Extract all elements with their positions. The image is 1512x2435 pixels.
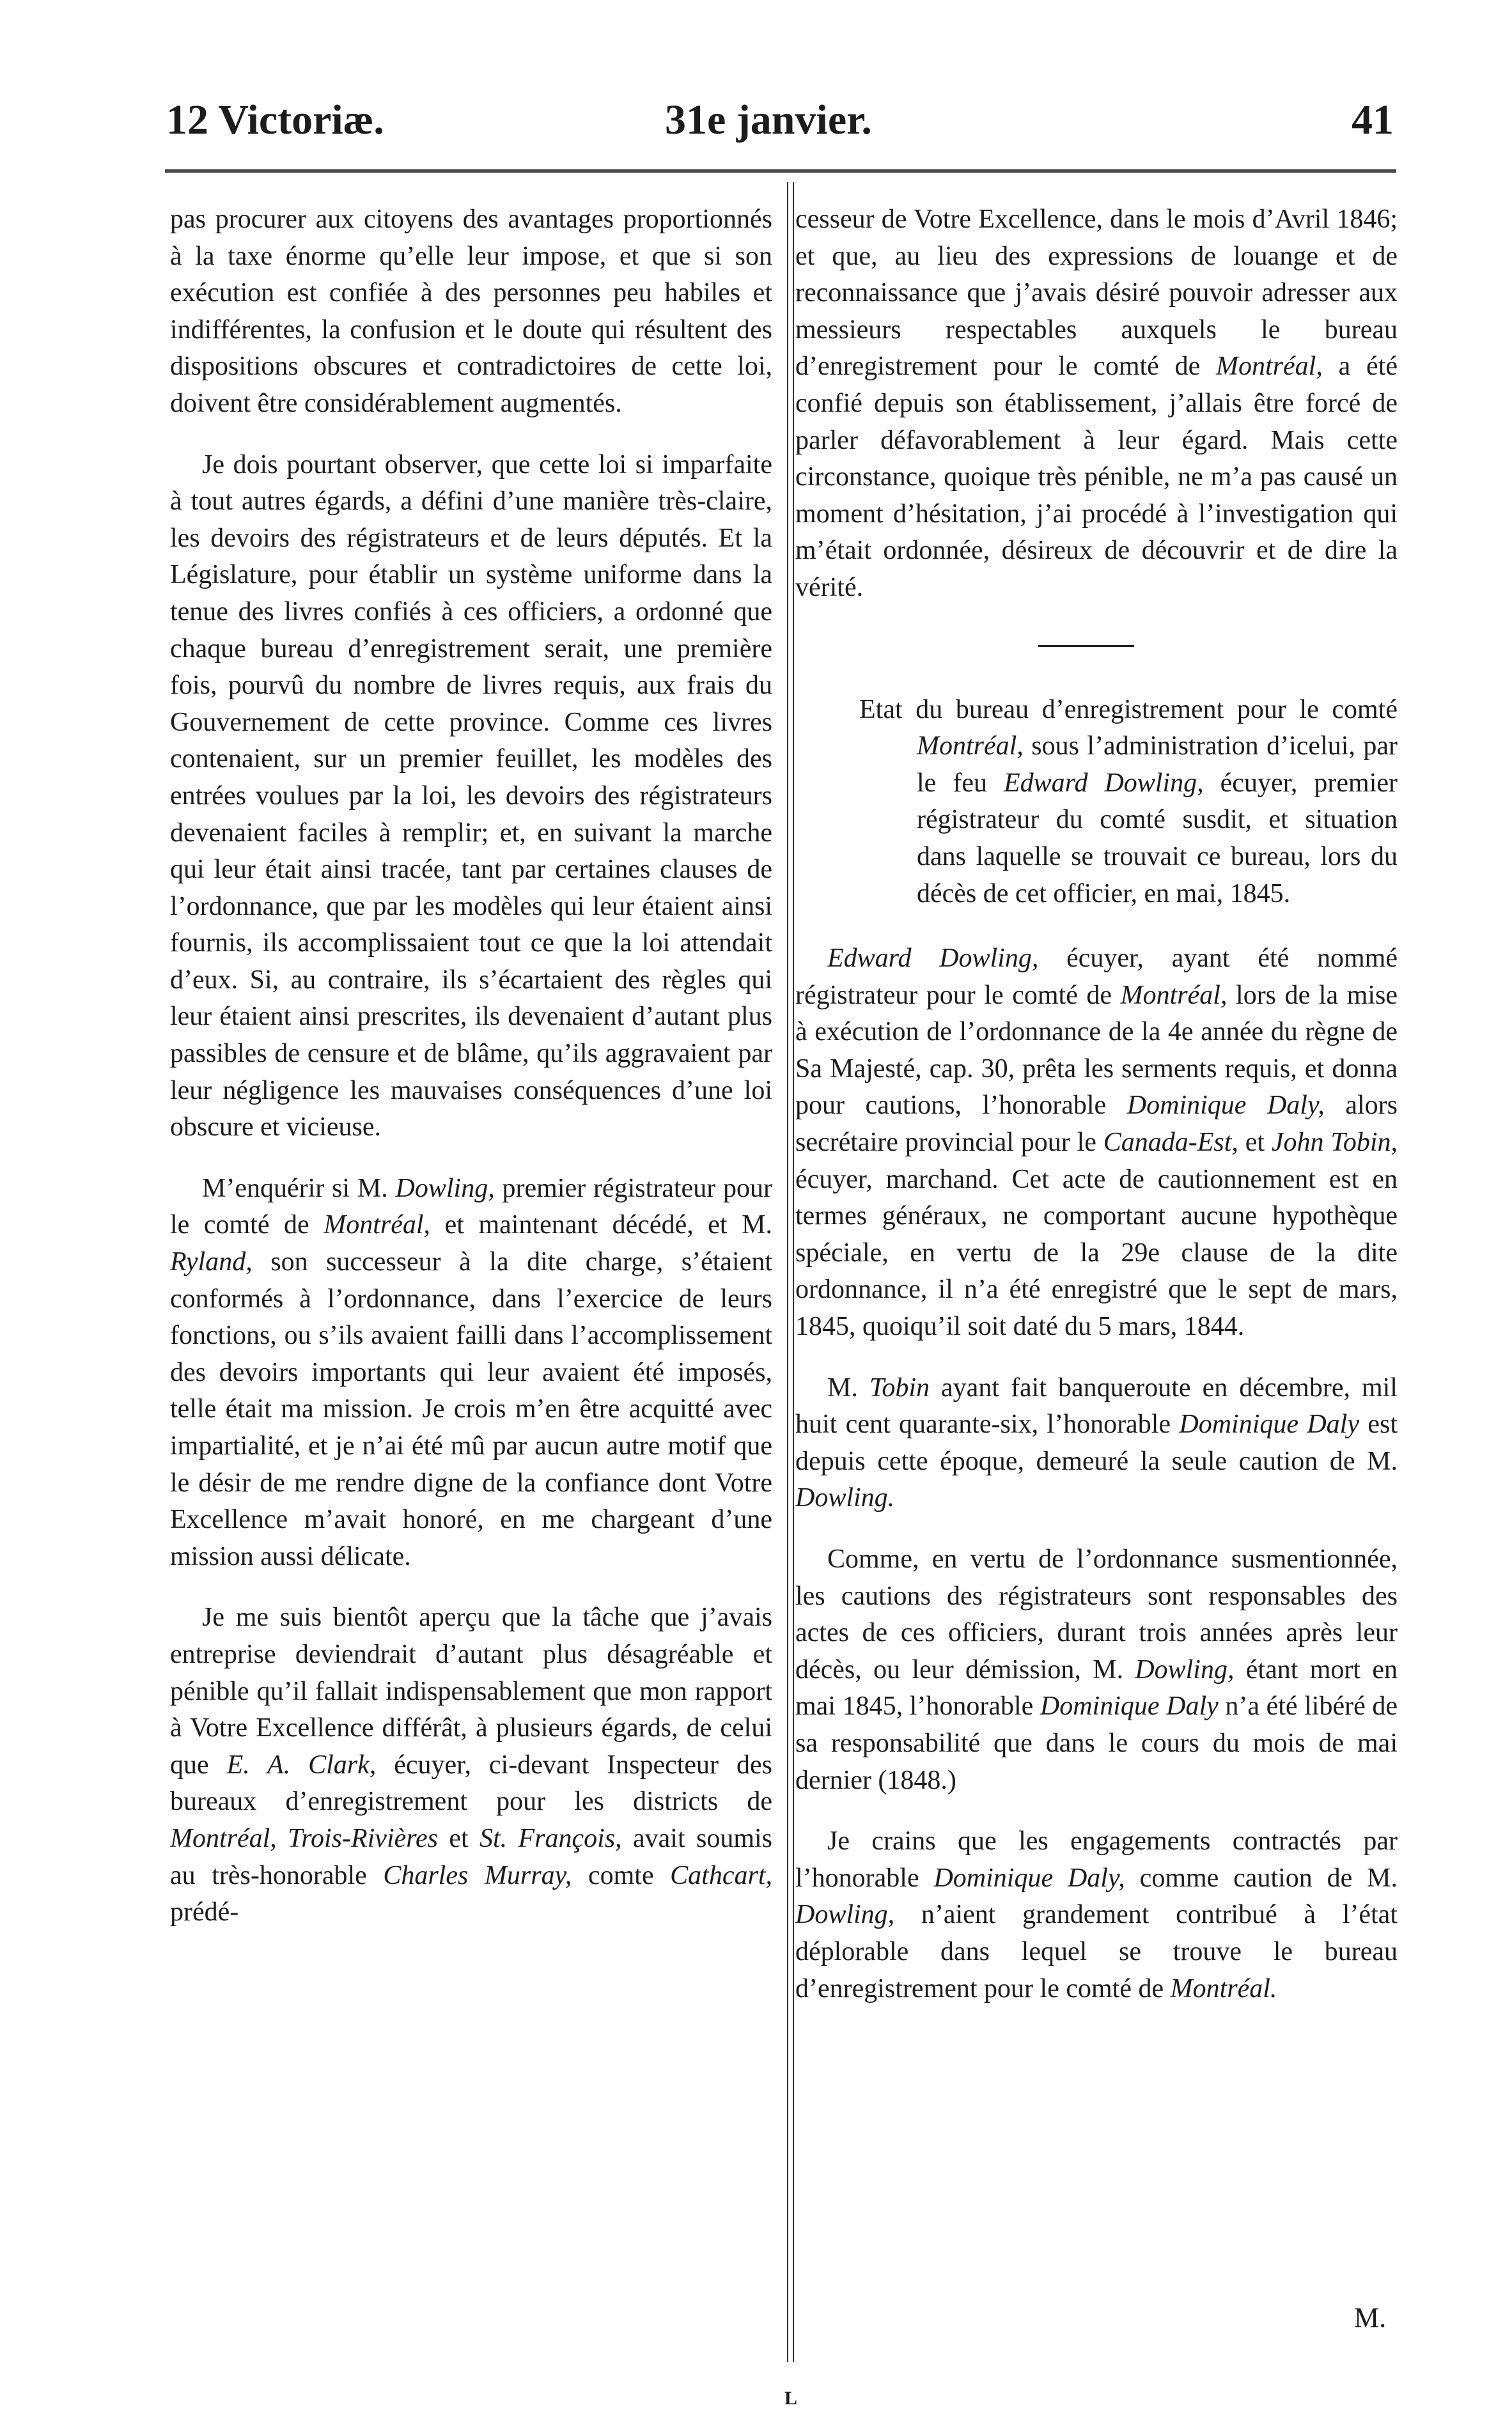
running-head [166,83,1394,153]
paragraph: Je crains que les engagements contractés par l’honorable Dominique Daly, comme caution de M. Dowling, n’aient grandement contribué à l’état déplorable dans lequel se trouve le bureau d’enregistrement pour le comté de Montréal. [795,1826,1398,2003]
paragraph: M. Tobin ayant fait banqueroute en décembre, mil huit cent quarante-six, l’honorable Dominique Daly est depuis cette époque, demeuré la seule caution de M. Dowling. [795,1373,1398,1513]
paragraph: Edward Dowling, écuyer, ayant été nommé régistrateur pour le comté de Montréal, lors de la mise à exécution de l’ordonnance de la 4e année du règne de Sa Majesté, cap. 30, prêta les serments requis, et donna pour cautions, l’honorable Dominique Daly, alors secrétaire provincial pour le Canada-Est, et John Tobin, écuyer, marchand. Cet acte de cautionnement est en termes généraux, ne comportant aucune hypothèque spéciale, en vertu de la 29e clause de la dite ordonnance, il n’a été enregistré que le sept de mars, 1845, quoiqu’il soit daté du 5 mars, 1844. [795,944,1398,1342]
paragraph: cesseur de Votre Excellence, dans le mois d’Avril 1846; et que, au lieu des expressions de louange et de reconnaissance que j’avais désiré pouvoir adresser aux messieurs respectables auxquels le bureau d’enregistrement pour le comté de Montréal, a été confié depuis son établissement, j’allais être forcé de parler défavorablement à leur égard. Mais cette circonstance, quoique très pénible, ne m’a pas causé un moment d’hésitation, j’ai procédé à l’investigation qui m’était ordonnée, désireux de découvrir et de dire la vérité. [795,205,1398,602]
paragraph: Comme, en vertu de l’ordonnance susmentionnée, les cautions des régistrateurs sont responsables des actes de ces officiers, durant trois années après leur décès, ou leur démission, M. Dowling, étant mort en mai 1845, l’honorable Dominique Daly n’a été libéré de sa responsabilité que dans le cours du mois de mai dernier (1848.) [795,1544,1398,1795]
header-rule [165,169,1396,173]
paragraph: M’enquérir si M. Dowling, premier régistrateur pour le comté de Montréal, et maintenant décédé, et M. Ryland, son successeur à la dite charge, s’étaient conformés à l’ordonnance, dans l’exercice de leurs fonctions, ou s’ils avaient failli dans l’accomplissement des devoirs importants qui leur avaient été imposés, telle était ma mission. Je crois m’en être acquitté avec impartialité, et je n’ai été mû par aucun autre motif que le désir de me rendre digne de la confiance dont Votre Excellence m’avait honoré, en me chargeant d’une mission aussi délicate. [170,1173,772,1571]
section-divider [1038,645,1134,647]
paragraph: Je me suis bientôt aperçu que la tâche que j’avais entreprise deviendrait d’autant plus désagréable et pénible qu’il fallait indispensablement que mon rapport à Votre Excellence différât, à plusieurs égards, de celui que E. A. Clark, écuyer, ci-devant Inspecteur des bureaux d’enregistrement pour les districts de Montréal, Trois-Rivières et St. François, avait soumis au très-honorable Charles Murray, comte Cathcart, prédé- [170,1603,772,1927]
left-column [170,201,772,2311]
signature-mark: L [784,2388,798,2409]
catchword: M. [1354,2302,1387,2333]
header-regnal-year: 12 Victoriæ. [166,97,384,143]
page-number: 41 [1352,97,1394,143]
paragraph: Je dois pourtant observer, que cette loi si imparfaite à tout autres égards, a défini d’une manière très-claire, les devoirs des régistrateurs et de leurs députés. Et la Législature, pour établir un système uniforme dans la tenue des livres confiés à ces officiers, a ordonné que chaque bureau d’enregistrement serait, une première fois, pourvû du nombre de livres requis, aux frais du Gouvernement de cette province. Comme ces livres contenaient, sur un premier feuillet, les modèles des entrées voulues par la loi, les devoirs des régistrateurs devenaient faciles à remplir; et, en suivant la marche qui leur était ainsi tracée, tant par certaines clauses de l’ordonnance, que par les modèles qui leur étaient ainsi fournis, ils accomplissaient tout ce que la loi attendait d’eux. Si, au contraire, ils s’écartaient des règles qui leur étaient ainsi prescrites, ils devenaient d’autant plus passibles de censure et de blâme, qu’ils aggravaient par leur négligence les mauvaises conséquences d’une loi obscure et vicieuse. [170,449,772,1142]
right-column [795,201,1398,2311]
column-separator [787,182,794,2362]
paragraph: pas procurer aux citoyens des avantages proportionnés à la taxe énorme qu’elle leur impose, et que si son exécution est confiée à des personnes peu habiles et indifférentes, la confusion et le doute qui résultent des dispositions obscures et contradictoires de cette loi, doivent être considérablement augmentés. [170,205,772,418]
header-date: 31e janvier. [665,97,872,143]
section-heading: Etat du bureau d’enregistrement pour le comté Montréal, sous l’administration d’icelui, par le feu Edward Dowling, écuyer, premier régistrateur du comté susdit, et situation dans laquelle se trouvait ce bureau, lors du décès de cet officier, en mai, 1845. [859,694,1398,908]
